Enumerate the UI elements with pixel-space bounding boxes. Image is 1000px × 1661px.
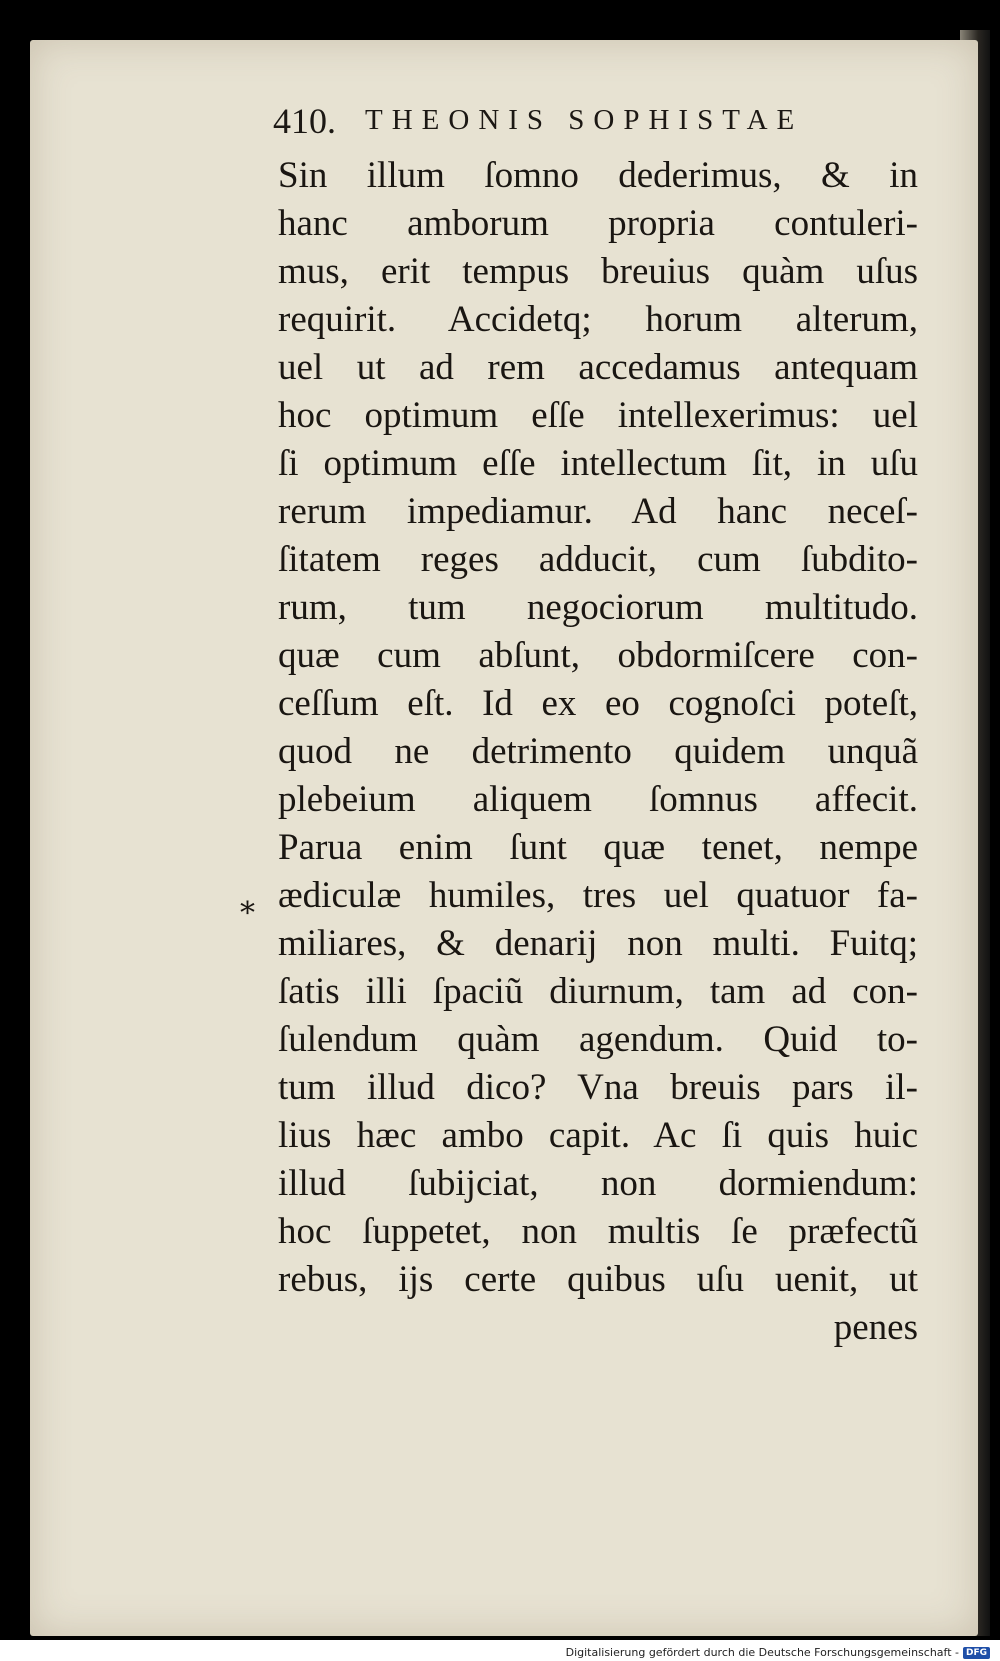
text-line: requirit. Accidetq; horum alterum, (278, 299, 918, 340)
dfg-logo: DFG (963, 1647, 990, 1659)
text-line: ſitatem reges adducit, cum ſubdito- (278, 539, 918, 580)
page-number: 410. (273, 101, 336, 141)
text-line: miliares, & denarij non multi. Fuitq; (278, 923, 918, 964)
text-line: rerum impediamur. Ad hanc neceſ- (278, 491, 918, 532)
text-line: ſi optimum eſſe intellectum ſit, in uſu (278, 443, 918, 484)
text-line: Parua enim ſunt quæ tenet, nempe (278, 827, 918, 868)
text-line: Sin illum ſomno dederimus, & in (278, 155, 918, 196)
text-block (278, 152, 918, 1352)
text-line: hoc ſuppetet, non multis ſe præfectũ (278, 1211, 918, 1252)
page-header (273, 100, 893, 142)
text-line: plebeium aliquem ſomnus affecit. (278, 779, 918, 820)
catchword: penes (833, 1307, 918, 1348)
text-line: ſulendum quàm agendum. Quid to- (278, 1019, 918, 1060)
text-line: ceſſum eſt. Id ex eo cognoſci poteſt, (278, 683, 918, 724)
text-line: mus, erit tempus breuius quàm uſus (278, 251, 918, 292)
text-line: lius hæc ambo capit. Ac ſi quis huic (278, 1115, 918, 1156)
credit-text: Digitalisierung gefördert durch die Deutsche Forschungsgemeinschaft - (565, 1646, 959, 1659)
text-line: illud ſubijciat, non dormiendum: (278, 1163, 918, 1204)
text-line: rum, tum negociorum multitudo. (278, 587, 918, 628)
text-line: hanc amborum propria contuleri- (278, 203, 918, 244)
text-line: quæ cum abſunt, obdormiſcere con- (278, 635, 918, 676)
text-line: ædiculæ humiles, tres uel quatuor fa- (278, 875, 918, 916)
text-line: tum illud dico? Vna breuis pars il- (278, 1067, 918, 1108)
text-line: quod ne detrimento quidem unquã (278, 731, 918, 772)
text-line: uel ut ad rem accedamus antequam (278, 347, 918, 388)
margin-asterisk: * (240, 896, 255, 931)
text-line: hoc optimum eſſe intellexerimus: uel (278, 395, 918, 436)
running-title: THEONIS SOPHISTAE (365, 104, 804, 136)
text-line: rebus, ijs certe quibus uſu uenit, ut (278, 1259, 918, 1300)
text-line: ſatis illi ſpaciũ diurnum, tam ad con- (278, 971, 918, 1012)
digitization-credit (566, 1646, 990, 1659)
